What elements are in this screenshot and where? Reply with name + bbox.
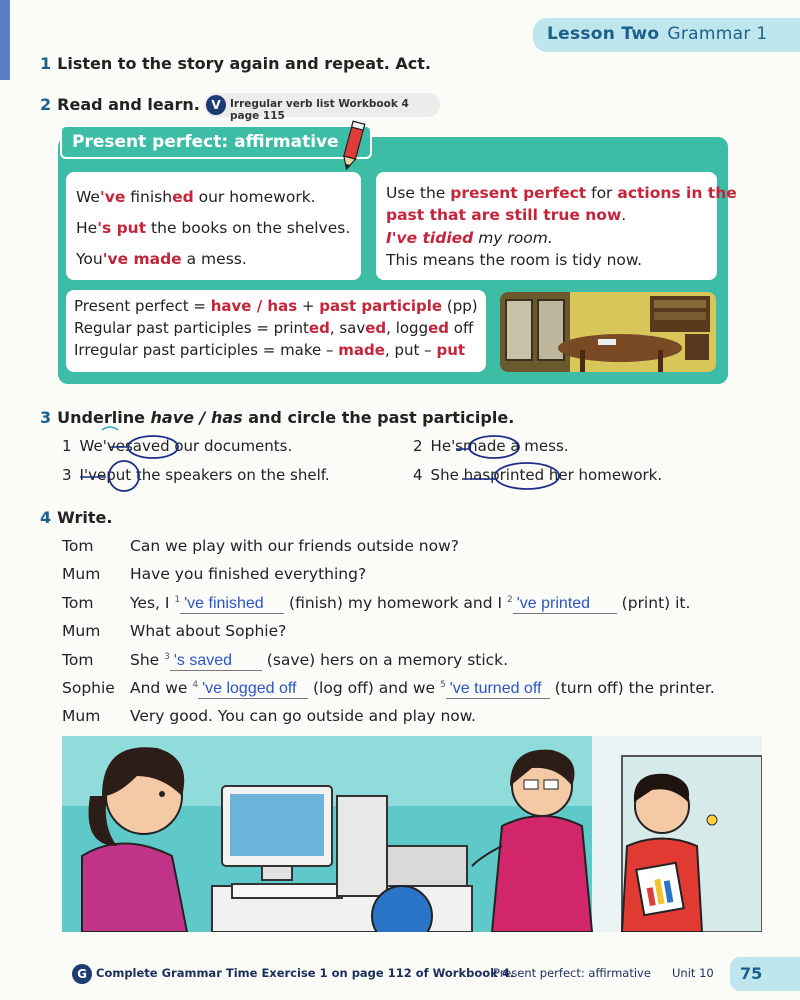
instruction-italic: have / has — [150, 408, 243, 427]
exercise-number: 3 — [40, 408, 52, 427]
formula-line: Present perfect = have / has + past participle (pp) — [74, 297, 478, 315]
dialogue-line — [62, 622, 762, 650]
page-number: 75 — [730, 957, 800, 991]
dialogue-line — [62, 707, 762, 735]
rule-line: past that are still true now. — [386, 206, 627, 225]
answer-blank[interactable]: 've finished — [180, 595, 284, 614]
speaker: Mum — [62, 707, 101, 726]
dialogue-line — [62, 537, 762, 565]
exercise-3-item: 3 I'veput the speakers on the shelf. — [62, 466, 330, 484]
pencil-icon — [338, 118, 368, 172]
lesson-header — [533, 18, 800, 52]
exercise-number: 1 — [40, 54, 52, 73]
grammar-box-title: Present perfect: affirmative — [60, 125, 372, 159]
footer-instruction: Complete Grammar Time Exercise 1 on page 112 of Workbook 4. — [96, 966, 515, 980]
instruction-text: Read and learn. — [57, 95, 200, 114]
speaker: Tom — [62, 650, 94, 669]
lesson-title: Lesson Two — [547, 24, 660, 44]
exercise-2-instruction — [40, 95, 200, 114]
exercise-number: 2 — [40, 95, 52, 114]
dialogue-text: Very good. You can go outside and play now. — [130, 707, 476, 726]
dialogue-text: Yes, I $^1$ 've finished (finish) my homework and I $^2$ 've printed (print) it. — [130, 593, 691, 612]
rule-line: Use the present perfect for actions in the — [386, 184, 737, 202]
formula-card — [66, 290, 486, 372]
footer-unit: Unit 10 — [672, 966, 714, 980]
answer-blank[interactable]: 've logged off — [198, 680, 308, 699]
reference-text: Irregular verb list Workbook 4 page 115 — [230, 98, 409, 122]
dialogue — [62, 537, 762, 736]
workbook-reference — [204, 93, 440, 122]
instruction-text: Write. — [57, 508, 113, 527]
book-spine-strip — [0, 0, 10, 80]
exercise-4-instruction — [40, 508, 112, 527]
speaker: Mum — [62, 622, 101, 641]
tidy-room-photo — [500, 292, 716, 372]
grammar-label: Grammar 1 — [667, 24, 768, 44]
example-sentence: You've made a mess. — [76, 250, 247, 268]
speaker: Tom — [62, 537, 94, 555]
classroom-illustration — [62, 736, 762, 932]
example-sentence: He's put the books on the shelves. — [76, 219, 351, 237]
answer-blank[interactable]: 've printed — [513, 595, 617, 614]
exercise-3-item: 2 He'smade a mess. — [413, 437, 569, 455]
instruction-text: and circle the past participle. — [242, 408, 515, 427]
formula-line: Irregular past participles = make – made, put – put — [74, 340, 466, 359]
exercise-3-item: 4 She hasprinted her homework. — [413, 466, 663, 484]
footer-topic: Present perfect: affirmative — [493, 966, 651, 980]
dialogue-line — [62, 565, 762, 593]
rule-example: I've tidied my room. — [386, 228, 553, 247]
answer-blank[interactable]: 've turned off — [446, 680, 550, 699]
dialogue-text: She $^3$ 's saved (save) hers on a memory stick. — [130, 650, 509, 669]
dialogue-text: Have you finished everything? — [130, 565, 367, 584]
dialogue-line — [62, 594, 762, 622]
handwritten-marks — [0, 420, 800, 500]
example-sentence: We've finished our homework. — [76, 188, 316, 206]
rule-line: This means the room is tidy now. — [386, 251, 643, 270]
rule-explanation-card — [376, 172, 737, 280]
speaker: Sophie — [62, 678, 115, 697]
exercise-1-instruction — [40, 54, 431, 73]
formula-line: Regular past participles = printed, saved, logged off — [74, 318, 474, 337]
vocabulary-icon: V — [206, 95, 226, 115]
instruction-text: Underline — [57, 408, 151, 427]
dialogue-line — [62, 679, 762, 707]
dialogue-text: And we $^4$ 've logged off (log off) and we $^5$ 've turned off (turn off) the printer. — [130, 678, 715, 697]
dialogue-text: Can we play with our friends outside now? — [130, 537, 459, 555]
speaker: Mum — [62, 565, 101, 584]
grammar-time-icon: G — [72, 964, 92, 984]
exercise-3-item: 1 We'vesaved our documents. — [62, 437, 293, 455]
page-footer — [0, 955, 800, 995]
dialogue-line — [62, 651, 762, 679]
dialogue-text: What about Sophie? — [130, 622, 287, 641]
answer-blank[interactable]: 's saved — [170, 652, 262, 671]
example-sentences-card — [66, 172, 361, 280]
instruction-text: Listen to the story again and repeat. Act. — [57, 54, 431, 73]
speaker: Tom — [62, 593, 94, 612]
exercise-number: 4 — [40, 508, 52, 527]
